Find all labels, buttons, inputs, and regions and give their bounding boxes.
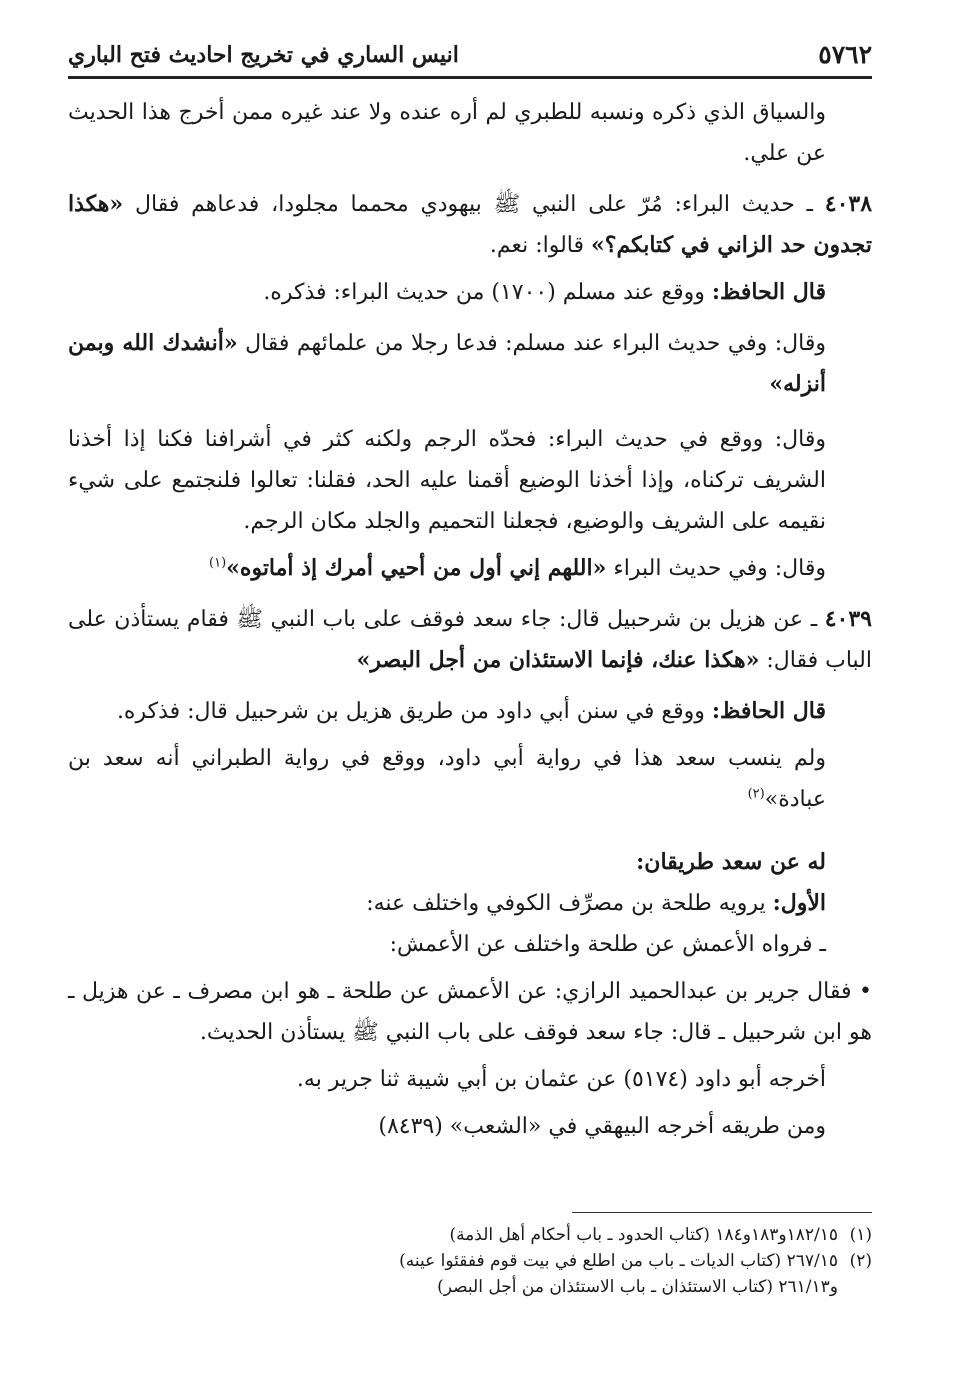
- qal-text: وقال: وفي حديث البراء عند مسلم: فدعا رجلا من علمائهم فقال: [245, 331, 827, 356]
- amash-paragraph: ـ فرواه الأعمش عن طلحة واختلف عن الأعمش:: [389, 932, 826, 957]
- hadith-number: ٤٠٣٨: [824, 191, 873, 217]
- hadith-matn: «هكذا عنك، فإنما الاستئذان من أجل البصر»: [356, 647, 760, 673]
- footnote-1: [68, 1222, 872, 1248]
- footnote-mark: (١): [849, 1225, 872, 1245]
- footnote-ref: (٢): [747, 786, 765, 802]
- hafiz-text: ووقع عند مسلم (١٧٠٠) من حديث البراء: فذكره.: [263, 280, 705, 305]
- footnote-2-continuation: [68, 1274, 872, 1300]
- hadith-number: ٤٠٣٩: [824, 606, 872, 632]
- turuq-heading-text: له عن سعد طريقان:: [636, 849, 826, 875]
- nasab-text: ولم ينسب سعد هذا في رواية أبي داود، ووقع في رواية الطبراني أنه سعد بن عبادة»: [68, 746, 826, 812]
- hafiz-note-1: [68, 272, 872, 313]
- page-header: [68, 36, 872, 76]
- footnote-text: ٢٦٧/١٥ (كتاب الديات ـ باب من اطلع في بيت قوم ففقئوا عينه): [399, 1251, 838, 1271]
- footnote-text: و٢٦١/١٣ (كتاب الاستئذان ـ باب الاستئذان من أجل البصر): [437, 1277, 838, 1297]
- awwal-label: الأول:: [772, 890, 826, 916]
- footnotes: [68, 1222, 872, 1300]
- qal-bold-quote: «اللهم إني أول من أحيي أمرك إذ أماتوه»: [226, 555, 607, 581]
- hadith-text: ـ حديث البراء: مُرّ على النبي ﷺ بيهودي محمما مجلودا، فدعاهم فقال: [135, 192, 813, 217]
- jarir-paragraph: • فقال جرير بن عبدالحميد الرازي: عن الأعمش عن طلحة ـ هو ابن مصرف ـ عن هزيل ـ هو ابن شرحبيل ـ قال: جاء سعد فوقف على باب النبي ﷺ يستأذن الحديث.: [68, 979, 872, 1045]
- qal-paragraph-2: وقال: ووقع في حديث البراء: فحدّه الرجم ولكنه كثر في أشرافنا فكنا إذا أخذنا الشريف تركناه، وإذا أخذنا الوضيع أقمنا عليه الحد، فقلنا: تعالوا فلنجتمع على شيء نقيمه على الشريف والوضيع، فجعلنا التحميم والجلد مكان الرجم.: [68, 427, 826, 534]
- hadith-4038: [68, 184, 872, 266]
- qal-paragraph-3: [68, 548, 872, 589]
- footnote-text: ١٨٢/١٥و١٨٣و١٨٤ (كتاب الحدود ـ باب أحكام أهل الذمة): [449, 1225, 838, 1245]
- awwal-text: يرويه طلحة بن مصرِّف الكوفي واختلف عنه:: [366, 891, 766, 916]
- paragraph-context: والسياق الذي ذكره ونسبه للطبري لم أره عنده ولا عند غيره ممن أخرج هذا الحديث عن علي.: [68, 100, 826, 166]
- awwal-paragraph: [68, 883, 872, 924]
- hadith-tail: قالوا: نعم.: [489, 233, 585, 258]
- main-text: [68, 92, 872, 1147]
- hadith-matn: «هكذا تجدون حد الزاني في كتابكم؟»: [68, 191, 872, 258]
- qal-paragraph-1: [68, 323, 872, 405]
- hadith-text: ـ عن هزيل بن شرحبيل قال: جاء سعد فوقف على باب النبي ﷺ فقام يستأذن على الباب فقال:: [68, 607, 872, 673]
- header-rule: [68, 76, 872, 79]
- page-number: ٥٧٦٢: [818, 40, 872, 69]
- hadith-4039: [68, 599, 872, 681]
- running-title: انيس الساري في تخريج احاديث فتح الباري: [68, 42, 459, 68]
- footnote-ref: (١): [209, 555, 227, 571]
- hafiz-label: قال الحافظ:: [711, 279, 826, 305]
- hafiz-text: ووقع في سنن أبي داود من طريق هزيل بن شرحبيل قال: فذكره.: [116, 699, 705, 724]
- bayhaqi-paragraph: ومن طريقه أخرجه البيهقي في «الشعب» (٨٤٣٩): [378, 1114, 826, 1139]
- qal-text: وقال: وفي حديث البراء: [613, 556, 826, 581]
- footnote-mark: (٢): [849, 1251, 872, 1271]
- hafiz-label: قال الحافظ:: [711, 698, 826, 724]
- footnote-2: [68, 1248, 872, 1274]
- footnote-rule: [572, 1212, 872, 1213]
- hafiz-note-2: [68, 691, 872, 732]
- nasab-paragraph: [68, 738, 872, 820]
- qal-bold-quote: «أنشدك الله وبمن أنزله»: [68, 330, 826, 397]
- akhraja-paragraph: أخرجه أبو داود (٥١٧٤) عن عثمان بن أبي شيبة ثنا جرير به.: [296, 1067, 826, 1092]
- turuq-heading: [68, 842, 872, 883]
